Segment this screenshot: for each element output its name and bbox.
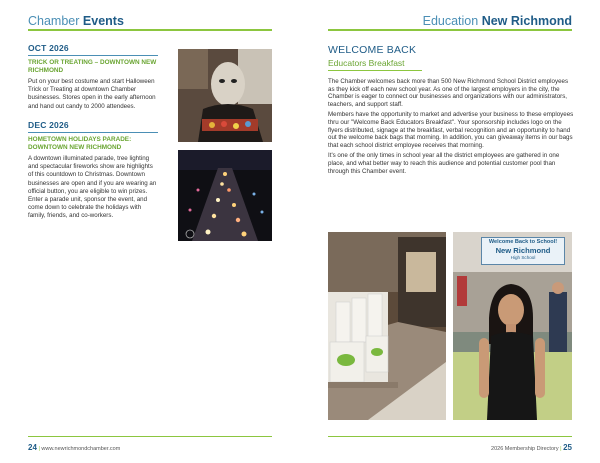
left-footer-rule (28, 436, 272, 437)
left-header-light: Chamber (28, 14, 80, 28)
left-page-number: 24 (28, 443, 37, 452)
right-header-bold: New Richmond (481, 14, 572, 28)
parade-aerial-image (178, 150, 272, 241)
event-month: DEC 2026 (28, 120, 69, 130)
event-description: Put on your best costume and start Halloween Trick or Treating at downtown Chamber businesses. Stores open in the early afternoon and hand out candy to 2000 attendees. (28, 78, 156, 110)
right-header-light: Education (422, 14, 479, 28)
event-description: A downtown illuminated parade, tree lighting and spectacular fireworks show are highlights of this countdown to Christmas. Downtown businesses are open and if you are wearing an official button, you are eligible to win prizes. Enter a parade unit, sponsor the event, and come down to celebrate the holidays with family, friends, and co-workers. (28, 155, 157, 220)
month-rule (28, 132, 158, 133)
article-paragraph: It's one of the only times in school year all the district employees are gathered in one place, and what better way to reach this audience and potential customer pool than through this Chamber event. (328, 152, 560, 175)
footer-separator: | (560, 446, 564, 452)
right-header-rule (328, 29, 572, 31)
event-month: OCT 2026 (28, 43, 69, 53)
event-title: HOMETOWN HOLIDAYS PARADE: DOWNTOWN NEW RICHMOND (28, 136, 132, 151)
welcome-bags-photo (328, 232, 446, 420)
parade-aerial-photo (178, 150, 272, 241)
halloween-costume-image (178, 49, 272, 142)
left-page-header (28, 14, 124, 28)
sign-line-school: New Richmond (495, 246, 551, 255)
teacher-welcome-photo (453, 232, 572, 420)
footer-url: www.newrichmondchamber.com (41, 446, 121, 452)
right-page-number: 25 (563, 443, 572, 452)
footer-directory-label: 2026 Membership Directory (491, 446, 559, 452)
right-page-header (423, 14, 572, 28)
welcome-bags-image (328, 232, 446, 420)
left-header-rule (28, 29, 272, 31)
article-paragraph: Members have the opportunity to market and advertise your business to these employees thru our "Welcome Back Educators Breakfast". Your sponsorship includes logo on the flyers distributed, signage at the breakfast, verbal recognition and an opportunity to hand out the welcome back bags that morning. In addition, you can giveaway items in our bags that each school district employee receives that morning. (328, 111, 574, 149)
left-header-bold: Events (82, 14, 124, 28)
sign-line-welcome: Welcome Back to School! (488, 239, 558, 245)
footer-separator: | (38, 446, 42, 452)
article-paragraph: The Chamber welcomes back more than 500 New Richmond School District employees as they kick off each new school year. As one of the largest employers in the city, the Chamber is eager to connect our businesses and organizations with our administrators, teachers, and support staff. (328, 78, 569, 108)
month-rule (28, 55, 158, 56)
event-section-dec (28, 120, 158, 221)
right-footer-rule (328, 436, 572, 437)
article-title-rule (328, 70, 422, 71)
right-page (300, 0, 600, 463)
article-subtitle: Educators Breakfast (328, 58, 405, 68)
article-body (328, 78, 574, 178)
left-footer (28, 443, 120, 452)
sign-line-highschool: High School (510, 255, 536, 260)
article-title: WELCOME BACK (328, 44, 417, 56)
right-footer (491, 443, 572, 452)
event-section-oct (28, 43, 158, 111)
teacher-figure (453, 232, 572, 420)
halloween-costume-photo (178, 49, 272, 142)
event-title: TRICK OR TREATING – DOWNTOWN NEW RICHMOND (28, 59, 157, 74)
